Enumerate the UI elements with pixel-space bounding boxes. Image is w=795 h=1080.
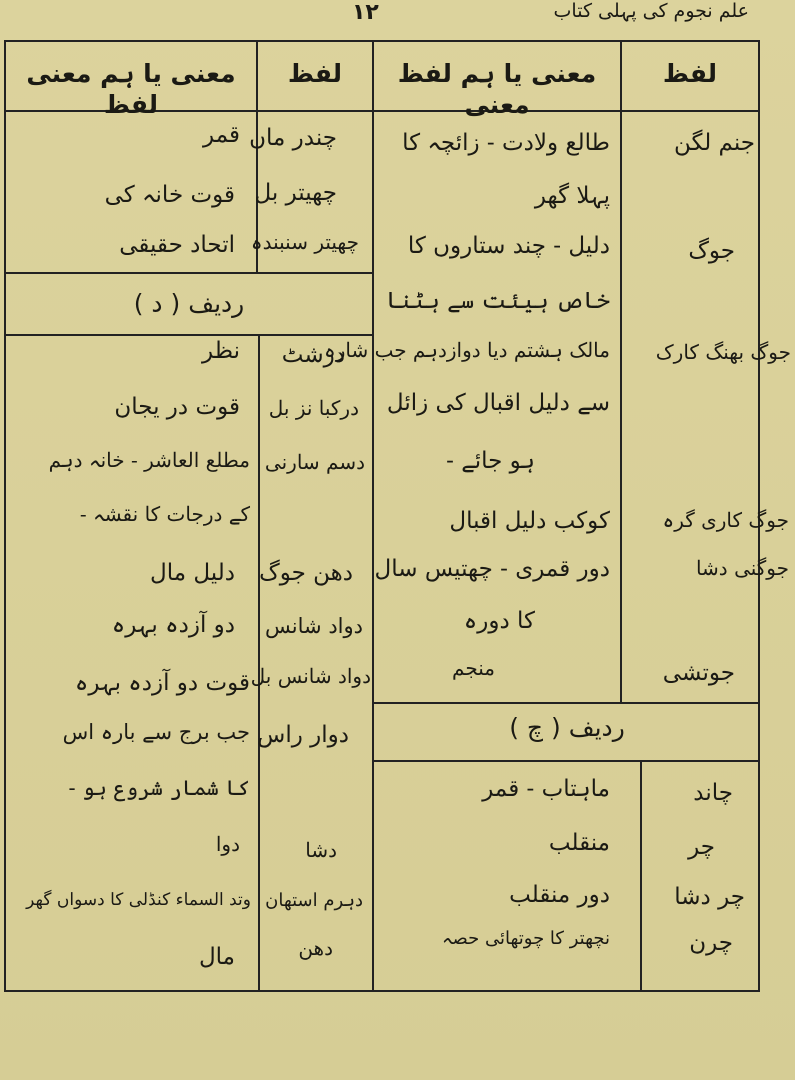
daal-word: دھن جوگ bbox=[259, 560, 353, 586]
right-meaning: طالع ولادت - زائچہ کا bbox=[402, 130, 610, 156]
header-right-word: لفظ bbox=[662, 59, 718, 88]
book-title: علم نجوم کی پہلی کتاب bbox=[553, 0, 749, 22]
right-word: جنم لگن bbox=[674, 130, 755, 156]
daal-word: درشٹ bbox=[281, 342, 345, 368]
daal-meaning: مطلع العاشر - خانہ دہم bbox=[48, 448, 250, 472]
page-number: ۱۲ bbox=[352, 0, 379, 25]
right-meaning: دلیل - چند ستاروں کا bbox=[407, 233, 610, 259]
right-meaning: پہلا گھر bbox=[534, 183, 610, 209]
daal-word: درکبا نز بل bbox=[268, 396, 359, 420]
left-word: چھیتر سنبندہ bbox=[250, 230, 359, 254]
daal-meaning: قوت در یجان bbox=[114, 394, 240, 420]
right-word: جوگ bbox=[688, 238, 735, 264]
daal-word: دھن bbox=[298, 936, 333, 960]
daal-meaning: نظر bbox=[202, 338, 240, 364]
right-word: جوگ بھنگ کارک bbox=[655, 340, 791, 364]
daal-meaning: دو آزدہ بہرہ bbox=[111, 612, 235, 638]
header-right-meaning: معنی یا ہم لفظ معنی bbox=[397, 59, 597, 120]
radif-jeem-top bbox=[372, 702, 760, 704]
jeem-word: چرن bbox=[689, 930, 733, 956]
daal-meaning: کا شمار شروع ہو - bbox=[68, 776, 250, 800]
right-meaning: سے دلیل اقبال کی زائل bbox=[386, 390, 610, 416]
jeem-word: چر دشا bbox=[674, 884, 745, 910]
jeem-meaning: نچھتر کا چوتھائی حصہ bbox=[441, 928, 610, 949]
right-word: جوتشی bbox=[662, 660, 735, 686]
left-meaning: قوت خانہ کی bbox=[104, 182, 235, 208]
radif-daal-heading: ردیف ( د ) bbox=[133, 289, 245, 318]
header-left-word: لفظ bbox=[287, 59, 343, 88]
center-divider bbox=[372, 40, 374, 992]
right-meaning: منجم bbox=[452, 656, 495, 680]
daal-word: دواد شانس بل bbox=[250, 664, 371, 688]
header-left-meaning: معنی یا ہم معنی لفظ bbox=[26, 59, 236, 120]
daal-word: دواد شانس bbox=[265, 614, 363, 638]
left-meaning: قمر bbox=[203, 122, 240, 148]
jeem-word: چر bbox=[688, 834, 715, 860]
jeem-meaning: ماہتاب - قمر bbox=[482, 776, 610, 802]
jeem-col-divider bbox=[640, 760, 642, 992]
daal-word: دوار راس bbox=[257, 722, 349, 748]
left-word: چندر ماں bbox=[249, 125, 337, 151]
daal-meaning: قوت دو آزدہ بہرہ bbox=[74, 670, 250, 696]
right-meaning: کوکب دلیل اقبال bbox=[449, 508, 610, 534]
right-word: جوگنی دشا bbox=[695, 556, 789, 580]
right-meaning: دور قمری - چھتیس سال bbox=[374, 556, 610, 582]
daal-meaning: کے درجات کا نقشہ - bbox=[79, 502, 250, 526]
daal-meaning: جب برج سے بارہ اس bbox=[62, 720, 250, 744]
daal-word: دسم سارنی bbox=[264, 450, 365, 474]
jeem-meaning: منقلب bbox=[548, 830, 610, 856]
daal-meaning: وتد السماء کنڈلی کا دسواں گھر bbox=[26, 890, 251, 910]
radif-daal-bottom bbox=[4, 334, 374, 336]
right-col-divider bbox=[620, 40, 622, 702]
left-word: چھیتر بل bbox=[254, 180, 337, 206]
right-meaning: خاص ہیئت سے ہٹنا bbox=[385, 288, 610, 314]
daal-meaning: دوا bbox=[215, 832, 240, 856]
right-word: جوگ کاری گرہ bbox=[662, 508, 789, 532]
right-meaning: ہو جائے - bbox=[446, 448, 535, 474]
radif-jeem-heading: ردیف ( چ ) bbox=[509, 713, 625, 742]
right-meaning: مالک ہشتم دیا دوازدہم جب شارہ bbox=[323, 338, 610, 362]
daal-word: دشا bbox=[305, 838, 337, 862]
jeem-word: چاند bbox=[693, 780, 733, 806]
jeem-meaning: دور منقلب bbox=[509, 882, 610, 908]
daal-word: دہرم استھان bbox=[265, 890, 363, 911]
daal-meaning: مال bbox=[198, 944, 235, 970]
radif-daal-top bbox=[4, 272, 374, 274]
right-meaning: کا دورہ bbox=[463, 608, 535, 634]
left-meaning: اتحاد حقیقی bbox=[119, 232, 235, 258]
daal-meaning: دلیل مال bbox=[150, 560, 235, 586]
radif-jeem-bottom bbox=[372, 760, 760, 762]
